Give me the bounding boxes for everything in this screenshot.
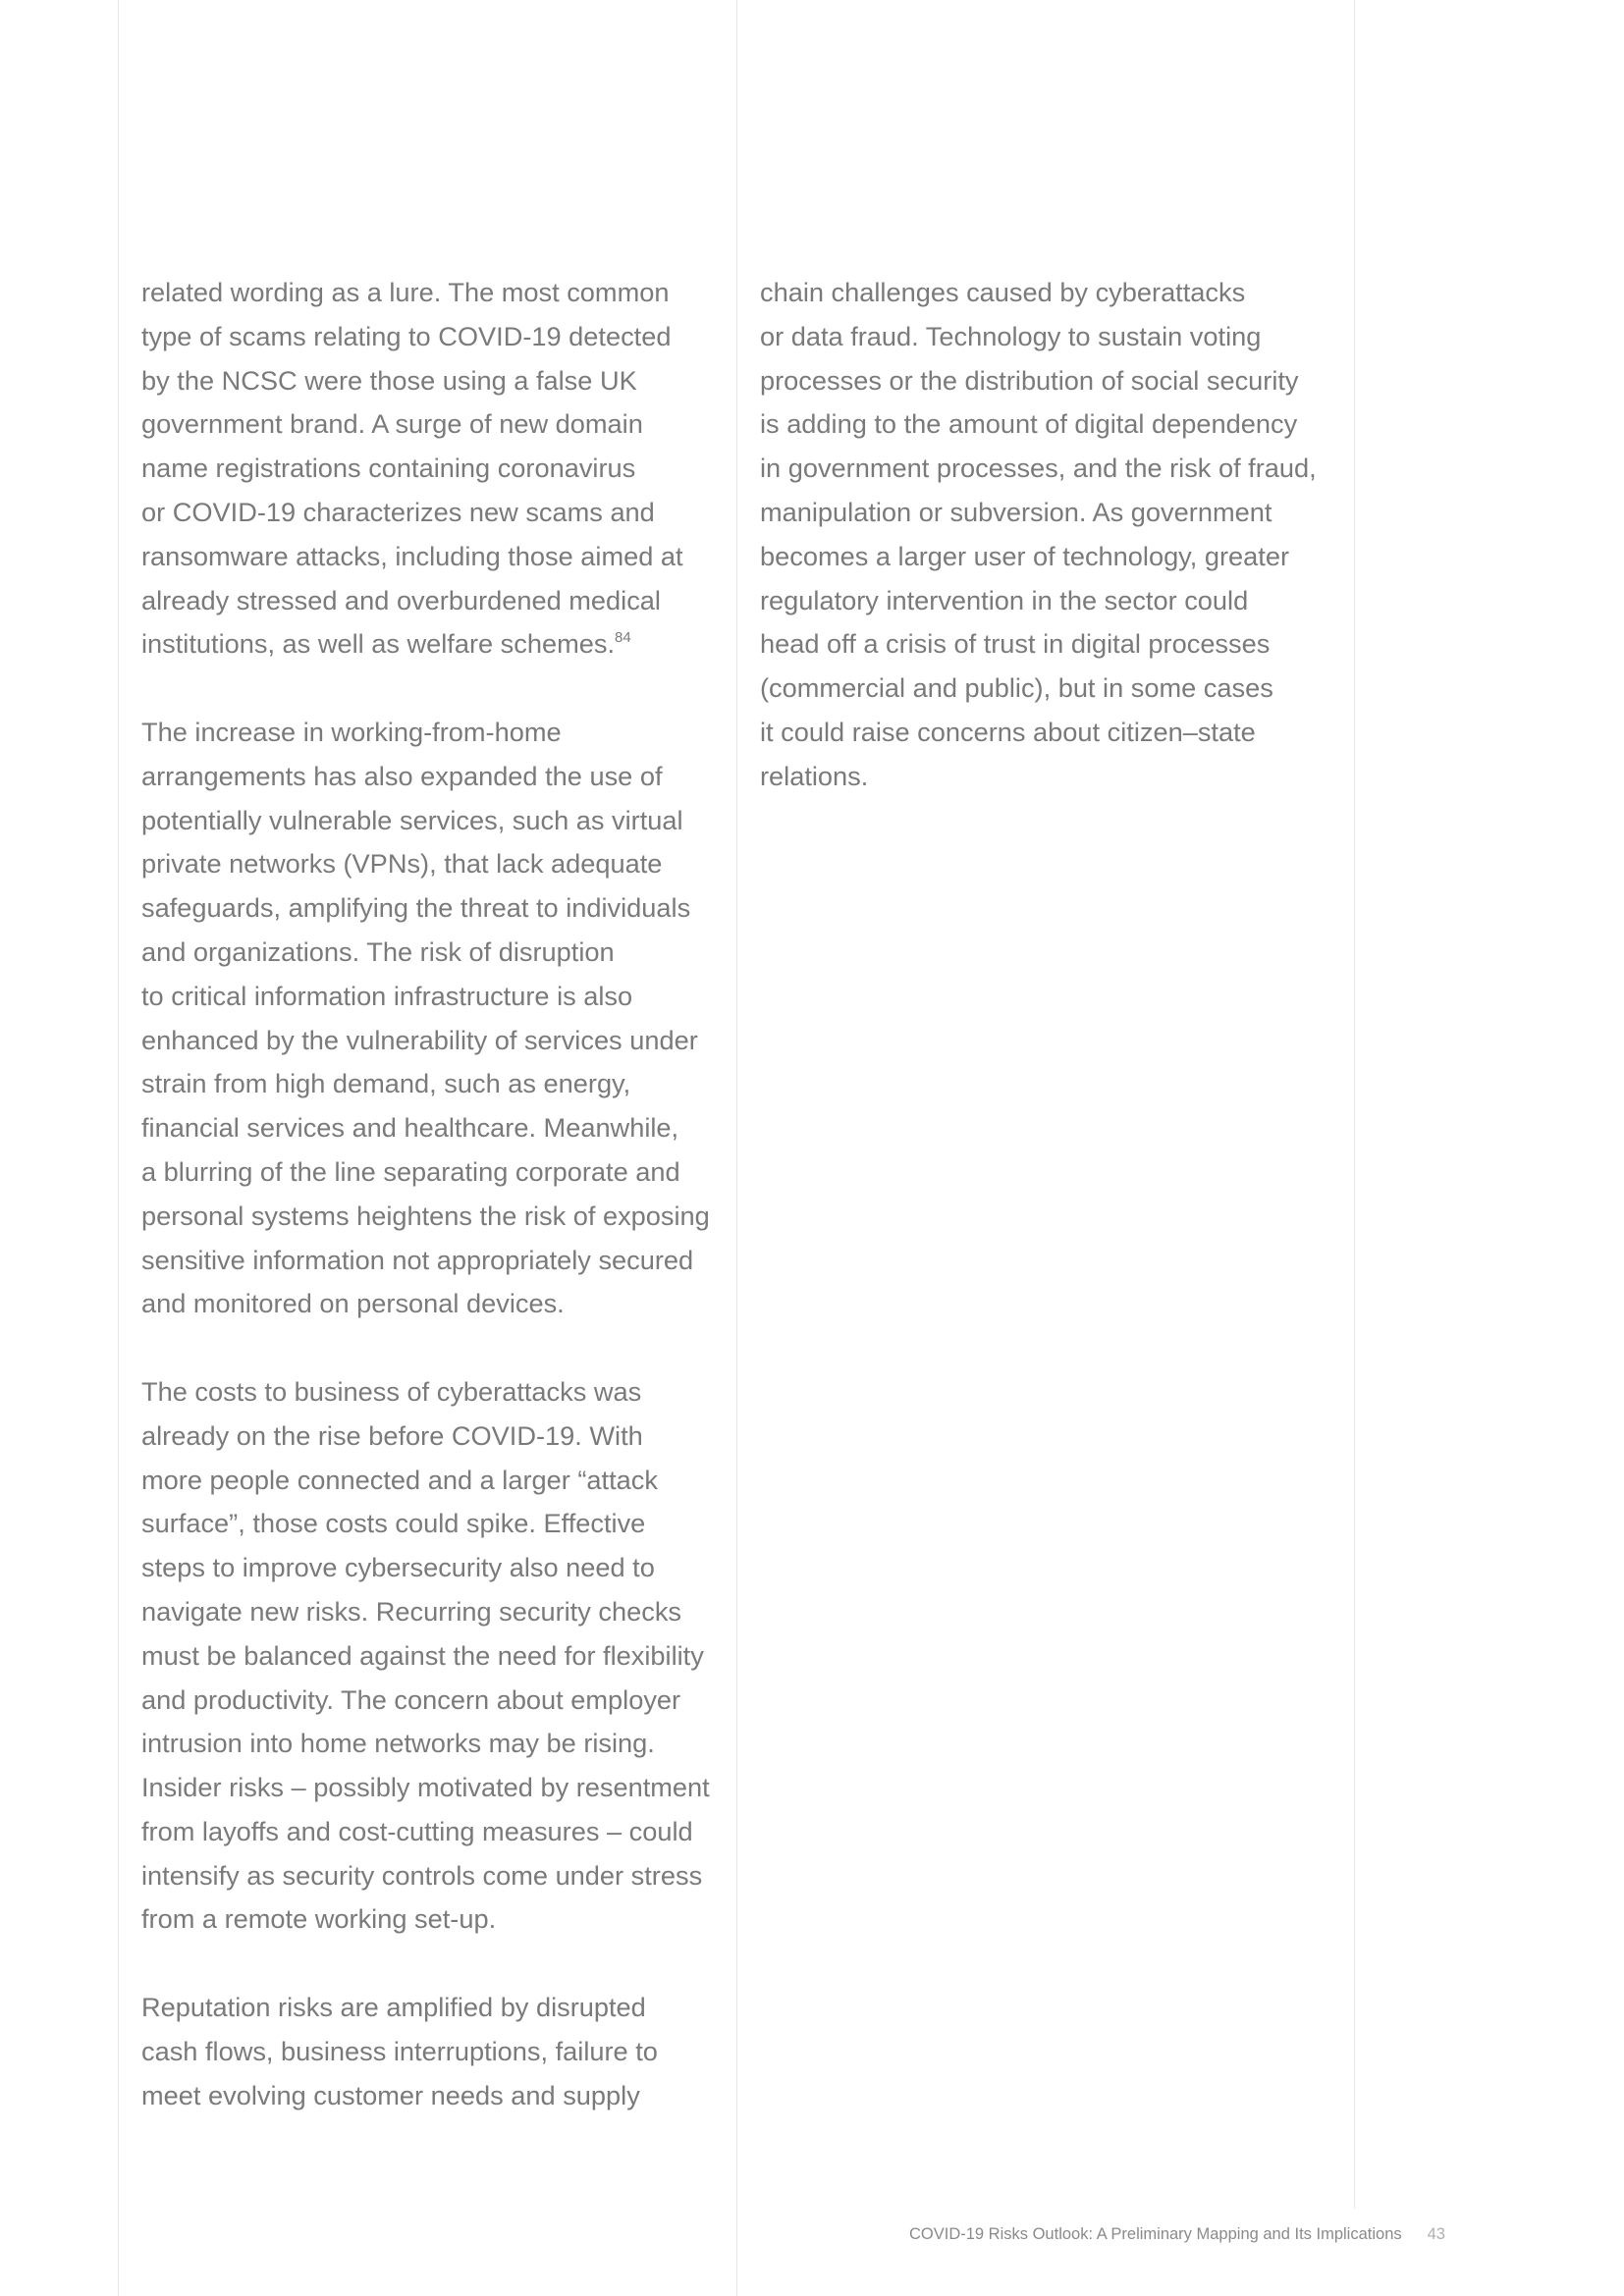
text-line: by the NCSC were those using a false UK bbox=[141, 364, 637, 396]
text-line: it could raise concerns about citizen–state bbox=[760, 716, 1256, 747]
text-line: personal systems heightens the risk of exposing bbox=[141, 1200, 710, 1231]
text-line: or data fraud. Technology to sustain voting bbox=[760, 320, 1262, 351]
text-line: The increase in working-from-home bbox=[141, 716, 562, 747]
text-line: chain challenges caused by cyberattacks bbox=[760, 277, 1246, 307]
text-line: cash flows, business interruptions, failure to bbox=[141, 2035, 658, 2066]
text-line: must be balanced against the need for flexibility bbox=[141, 1639, 704, 1671]
text-line: from layoffs and cost-cutting measures – could bbox=[141, 1815, 693, 1846]
paragraph-reputation-risks bbox=[141, 1986, 731, 2117]
footnote-marker[interactable]: 84 bbox=[615, 629, 631, 647]
column-divider-left bbox=[118, 0, 119, 2296]
text-line: sensitive information not appropriately secured bbox=[141, 1244, 694, 1275]
column-divider-right bbox=[1354, 0, 1355, 2209]
text-line: already on the rise before COVID-19. With bbox=[141, 1419, 643, 1451]
text-line: manipulation or subversion. As government bbox=[760, 496, 1272, 527]
text-line: or COVID-19 characterizes new scams and bbox=[141, 496, 655, 527]
text-line bbox=[141, 622, 731, 667]
right-column bbox=[760, 271, 1349, 842]
page-footer bbox=[909, 2225, 1445, 2244]
text-line: government brand. A surge of new domain bbox=[141, 408, 643, 440]
text-line: Insider risks – possibly motivated by resentment bbox=[141, 1772, 710, 1803]
text-line: more people connected and a larger “attack bbox=[141, 1464, 658, 1495]
paragraph-business-costs bbox=[141, 1370, 731, 1942]
text-line: becomes a larger user of technology, greater bbox=[760, 540, 1290, 571]
text-line: head off a crisis of trust in digital processes bbox=[760, 628, 1271, 660]
text-line: enhanced by the vulnerability of services under bbox=[141, 1024, 698, 1055]
text-line: safeguards, amplifying the threat to individuals bbox=[141, 892, 691, 924]
text-line: type of scams relating to COVID-19 detected bbox=[141, 320, 672, 351]
text-line: processes or the distribution of social security bbox=[760, 364, 1299, 396]
text-line: (commercial and public), but in some cases bbox=[760, 672, 1273, 704]
text-line: already stressed and overburdened medical bbox=[141, 584, 661, 615]
text-line: and monitored on personal devices. bbox=[141, 1288, 565, 1319]
text-line: The costs to business of cyberattacks was bbox=[141, 1375, 642, 1407]
text-line: and organizations. The risk of disruption bbox=[141, 935, 615, 967]
text-line: ransomware attacks, including those aimed at bbox=[141, 540, 683, 571]
text-line: is adding to the amount of digital dependency bbox=[760, 408, 1298, 440]
text-line: and productivity. The concern about employer bbox=[141, 1683, 681, 1715]
text-line: surface”, those costs could spike. Effective bbox=[141, 1508, 646, 1539]
text-line: intensify as security controls come under stress bbox=[141, 1859, 703, 1891]
text-line: private networks (VPNs), that lack adequate bbox=[141, 848, 663, 880]
column-divider-middle bbox=[736, 0, 737, 2296]
text-line: to critical information infrastructure is also bbox=[141, 980, 633, 1011]
page-number: 43 bbox=[1427, 2225, 1445, 2243]
text-line: from a remote working set-up. bbox=[141, 1903, 497, 1935]
text-line: regulatory intervention in the sector could bbox=[760, 584, 1249, 615]
text-line: relations. bbox=[760, 760, 869, 791]
text-line: navigate new risks. Recurring security checks bbox=[141, 1595, 682, 1627]
text-line: Reputation risks are amplified by disrupted bbox=[141, 1992, 646, 2023]
text-line: intrusion into home networks may be rising. bbox=[141, 1728, 655, 1759]
paragraph-scams bbox=[141, 271, 731, 667]
left-column bbox=[141, 271, 731, 2162]
text-line: a blurring of the line separating corporate and bbox=[141, 1155, 680, 1187]
text-line: meet evolving customer needs and supply bbox=[141, 2079, 640, 2110]
text-line: steps to improve cybersecurity also need to bbox=[141, 1552, 655, 1583]
text-line: related wording as a lure. The most common bbox=[141, 277, 670, 307]
text-line: financial services and healthcare. Meanwhile, bbox=[141, 1112, 679, 1144]
paragraph-working-from-home bbox=[141, 711, 731, 1326]
text-line: name registrations containing coronavirus bbox=[141, 453, 636, 484]
footer-document-title: COVID-19 Risks Outlook: A Preliminary Mapping and Its Implications bbox=[909, 2225, 1402, 2243]
text-line: arrangements has also expanded the use of bbox=[141, 760, 663, 791]
text-line: potentially vulnerable services, such as virtual bbox=[141, 804, 683, 835]
text-line: strain from high demand, such as energy, bbox=[141, 1068, 631, 1099]
paragraph-supply-chain bbox=[760, 271, 1349, 799]
text-line: in government processes, and the risk of fraud, bbox=[760, 453, 1317, 484]
text-line-content: institutions, as well as welfare schemes. bbox=[141, 628, 616, 660]
